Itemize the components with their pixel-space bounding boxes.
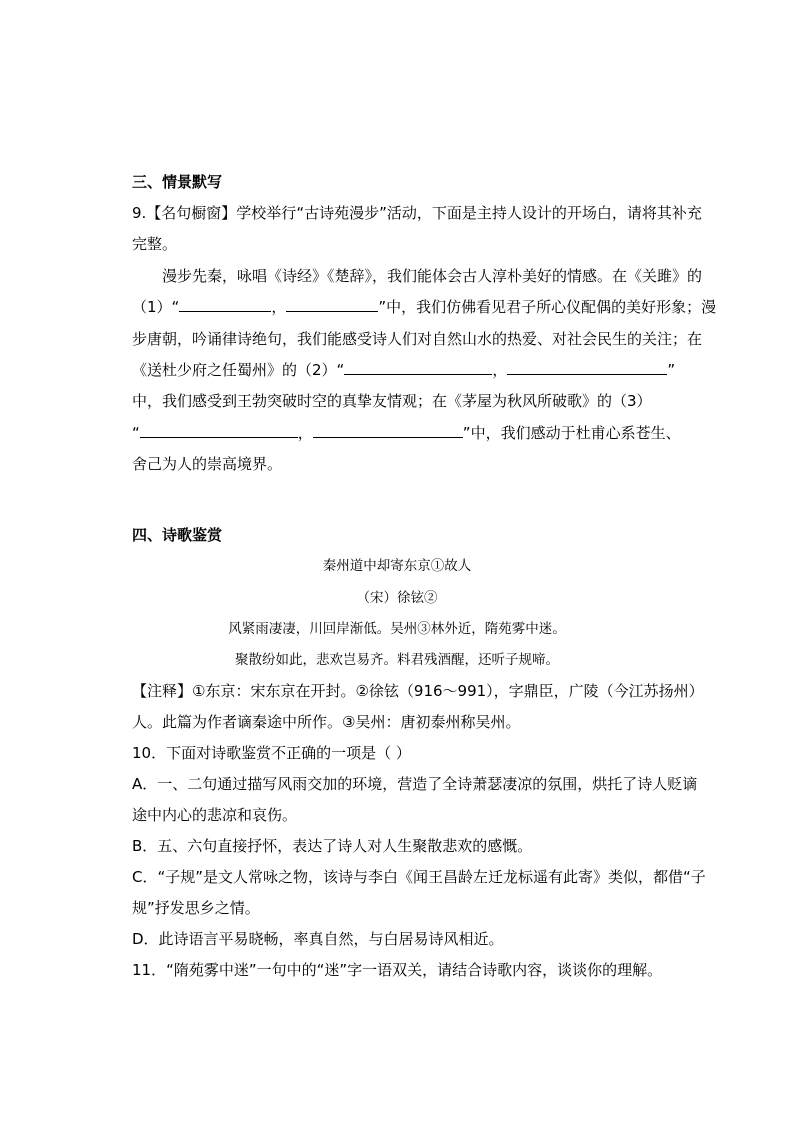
paragraph-line-3: 步唐朝，吟诵律诗绝句，我们能感受诗人们对自然山水的热爱、对社会民生的关注；在 bbox=[132, 330, 703, 348]
paragraph-line-2 bbox=[132, 297, 716, 317]
poem-title: 秦州道中却寄东京①故人 bbox=[322, 558, 472, 574]
blank-2a[interactable] bbox=[344, 360, 492, 375]
blank-3b[interactable] bbox=[313, 423, 463, 438]
paragraph-line-2-comma: ， bbox=[271, 298, 287, 316]
paragraph-line-4-prefix: 《送杜少府之任蜀州》的（2）“ bbox=[132, 361, 345, 379]
blank-1b[interactable] bbox=[286, 297, 378, 312]
section-3-heading: 三、情景默写 bbox=[132, 173, 223, 191]
paragraph-line-6-comma: ， bbox=[297, 424, 313, 442]
paragraph-line-6 bbox=[132, 423, 681, 443]
option-b: B．五、六句直接抒怀，表达了诗人对人生聚散悲欢的感慨。 bbox=[132, 837, 533, 855]
option-d: D．此诗语言平易晓畅，率真自然，与白居易诗风相近。 bbox=[132, 930, 504, 948]
paragraph-line-2-suffix: ”中，我们仿佛看见君子所心仪配偶的美好形象；漫 bbox=[378, 298, 717, 316]
paragraph-line-6-suffix: ”中，我们感动于杜甫心系苍生、 bbox=[462, 424, 681, 442]
paragraph-line-7: 舍己为人的崇高境界。 bbox=[132, 455, 283, 473]
question-10: 10．下面对诗歌鉴赏不正确的一项是（ ） bbox=[132, 744, 411, 762]
paragraph-line-5: 中，我们感受到王勃突破时空的真挚友情观；在《茅屋为秋风所破歌》的（3） bbox=[132, 392, 652, 410]
paragraph-line-2-prefix: （1）“ bbox=[132, 298, 180, 316]
poem-author: （宋）徐铉② bbox=[356, 590, 438, 606]
question-11: 11．“隋苑雾中迷”一句中的“迷”字一语双关，请结合诗歌内容，谈谈你的理解。 bbox=[132, 961, 663, 979]
option-c-line-2: 规”抒发思乡之情。 bbox=[132, 899, 260, 917]
question-9-line-1: 9.【名句橱窗】学校举行“古诗苑漫步”活动，下面是主持人设计的开场白，请将其补充 bbox=[132, 204, 702, 222]
paragraph-line-6-prefix: “ bbox=[132, 424, 140, 442]
notes-line-2: 人。此篇为作者谪秦途中所作。③吴州：唐初泰州称吴州。 bbox=[132, 713, 521, 731]
paragraph-line-1: 漫步先秦，咏唱《诗经》《楚辞》，我们能体会古人淳朴美好的情感。在《关雎》的 bbox=[162, 267, 703, 285]
option-a-line-2: 途中内心的悲凉和哀伤。 bbox=[132, 806, 298, 824]
option-a-line-1: A．一、二句通过描写风雨交加的环境，营造了全诗萧瑟凄凉的氛围，烘托了诗人贬谪 bbox=[132, 775, 698, 793]
paragraph-line-4-suffix: ” bbox=[667, 361, 676, 379]
paragraph-line-4 bbox=[132, 360, 675, 380]
option-c-line-1: C．“子规”是文人常咏之物，该诗与李白《闻王昌龄左迁龙标遥有此寄》类似，都借“子 bbox=[132, 868, 706, 886]
notes-line-1: 【注释】①东京：宋东京在开封。②徐铉（916～991），字鼎臣，广陵（今江苏扬州） bbox=[132, 682, 704, 700]
blank-3a[interactable] bbox=[140, 423, 298, 438]
paragraph-line-4-comma: ， bbox=[492, 361, 508, 379]
blank-2b[interactable] bbox=[507, 360, 667, 375]
question-9-line-2: 完整。 bbox=[132, 235, 178, 253]
poem-line-2: 聚散纷如此，悲欢岂易齐。料君残酒醒，还听子规啼。 bbox=[235, 652, 559, 668]
blank-1a[interactable] bbox=[179, 297, 271, 312]
section-4-heading: 四、诗歌鉴赏 bbox=[132, 526, 223, 544]
poem-line-1: 风紧雨凄凄，川回岸渐低。吴州③林外近，隋苑雾中迷。 bbox=[228, 621, 566, 637]
